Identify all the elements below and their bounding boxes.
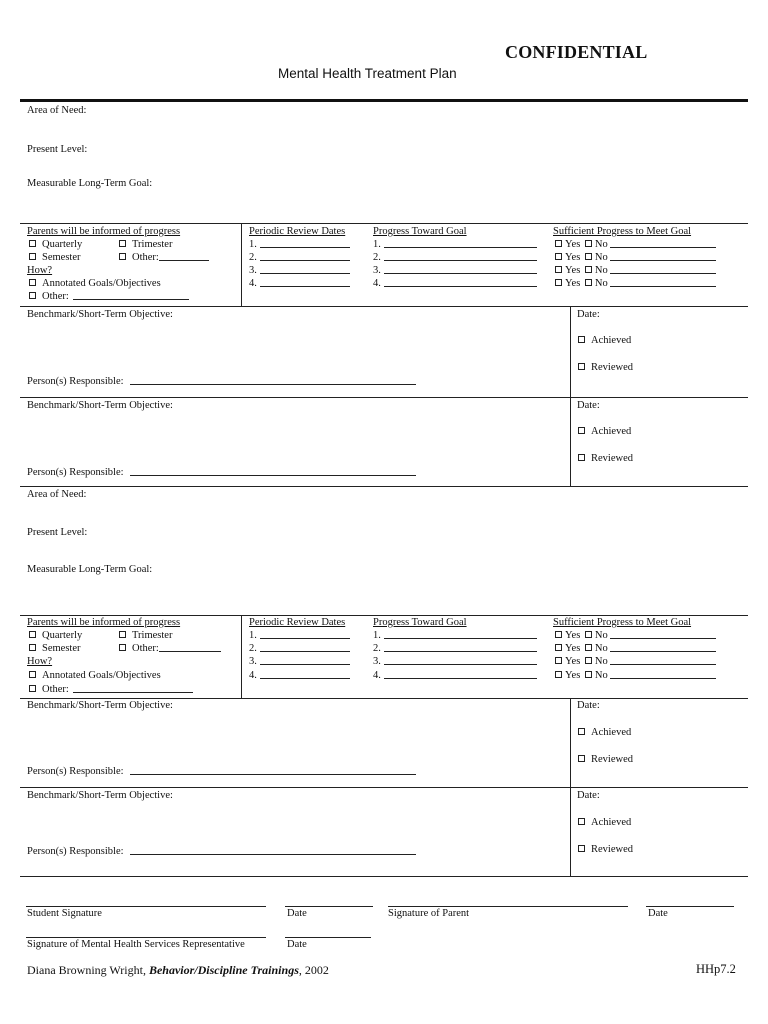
review-date-2[interactable]: [249, 252, 350, 263]
trimester-label: Trimester: [132, 239, 173, 250]
checkbox-icon: [578, 427, 585, 434]
progress-2[interactable]: [373, 643, 537, 654]
persons-field[interactable]: [130, 766, 416, 775]
semester-checkbox[interactable]: [29, 643, 81, 654]
checkbox-icon: [29, 671, 36, 678]
date-label: Date: [648, 908, 668, 919]
sufficient-row-2[interactable]: [555, 643, 716, 654]
quarterly-checkbox[interactable]: [29, 630, 82, 641]
yes-label: Yes: [565, 252, 581, 263]
date-label: Date:: [577, 400, 600, 411]
checkbox-icon[interactable]: [555, 671, 562, 678]
notes-field[interactable]: [610, 670, 716, 679]
header-rule: [20, 99, 748, 102]
number: 3.: [373, 265, 381, 276]
rep-signature-label: Signature of Mental Health Services Representative: [27, 939, 245, 950]
trimester-checkbox[interactable]: [119, 239, 172, 250]
how-label: How?: [27, 656, 53, 667]
present-level-label: Present Level:: [27, 527, 88, 538]
parents-informed-label: Parents will be informed of progress: [27, 226, 181, 237]
sufficient-row-2[interactable]: [555, 252, 716, 263]
checkbox-icon: [578, 845, 585, 852]
number: 1.: [249, 630, 257, 641]
divider: [20, 698, 748, 699]
number: 1.: [373, 239, 381, 250]
other-label: Other:: [42, 684, 69, 695]
divider: [241, 615, 242, 698]
divider: [20, 306, 748, 307]
notes-field[interactable]: [610, 630, 716, 639]
no-label: No: [594, 239, 608, 250]
progress-3[interactable]: [373, 265, 537, 276]
review-date-3[interactable]: [249, 265, 350, 276]
date-field[interactable]: [260, 630, 350, 639]
divider: [20, 787, 748, 788]
checkbox-icon: [29, 685, 36, 692]
footer-credit: [27, 963, 329, 978]
other-label: Other:: [132, 643, 159, 654]
checkbox-icon: [578, 755, 585, 762]
yes-label: Yes: [565, 278, 581, 289]
notes-field[interactable]: [610, 252, 716, 261]
checkbox-icon[interactable]: [585, 266, 592, 273]
page-title: Mental Health Treatment Plan: [278, 66, 457, 81]
sufficient-row-3[interactable]: [555, 265, 716, 276]
other-field[interactable]: [159, 252, 209, 261]
checkbox-icon[interactable]: [555, 279, 562, 286]
reviewed-checkbox[interactable]: [578, 754, 633, 765]
sufficient-row-1[interactable]: [555, 630, 716, 641]
number: 3.: [249, 265, 257, 276]
no-label: No: [594, 643, 608, 654]
other-checkbox[interactable]: [119, 252, 209, 263]
persons-field[interactable]: [130, 467, 416, 476]
yes-label: Yes: [565, 656, 581, 667]
progress-field[interactable]: [384, 239, 537, 248]
achieved-checkbox[interactable]: [578, 817, 631, 828]
confidential-label: CONFIDENTIAL: [505, 42, 648, 62]
long-term-goal-label: Measurable Long-Term Goal:: [27, 178, 153, 189]
date-field[interactable]: [260, 265, 350, 274]
other-field[interactable]: [159, 643, 221, 652]
how-other-checkbox[interactable]: [29, 684, 193, 695]
footer-code: HHp7.2: [696, 962, 736, 976]
progress-field[interactable]: [384, 265, 537, 274]
sufficient-row-3[interactable]: [555, 656, 716, 667]
other-checkbox[interactable]: [119, 643, 221, 654]
semester-checkbox[interactable]: [29, 252, 81, 263]
checkbox-icon[interactable]: [585, 253, 592, 260]
number: 1.: [249, 239, 257, 250]
review-date-4[interactable]: [249, 278, 350, 289]
sufficient-progress-label: Sufficient Progress to Meet Goal: [553, 226, 692, 237]
benchmark-label: Benchmark/Short-Term Objective:: [27, 309, 173, 320]
trimester-checkbox[interactable]: [119, 630, 172, 641]
semester-label: Semester: [42, 643, 81, 654]
date-field[interactable]: [260, 252, 350, 261]
progress-field[interactable]: [384, 252, 537, 261]
annotated-checkbox[interactable]: [29, 670, 161, 681]
divider: [20, 397, 748, 398]
benchmark-label: Benchmark/Short-Term Objective:: [27, 700, 173, 711]
sufficient-row-4[interactable]: [555, 278, 716, 289]
number: 2.: [249, 643, 257, 654]
sufficient-progress-label: Sufficient Progress to Meet Goal: [553, 617, 692, 628]
review-date-1[interactable]: [249, 239, 350, 250]
student-signature-line[interactable]: [26, 906, 266, 907]
progress-field[interactable]: [384, 630, 537, 639]
progress-1[interactable]: [373, 630, 537, 641]
date-label: Date:: [577, 309, 600, 320]
footer-author: Diana Browning Wright,: [27, 963, 149, 977]
number: 4.: [373, 670, 381, 681]
reviewed-label: Reviewed: [591, 362, 633, 373]
rep-signature-line[interactable]: [26, 937, 266, 938]
sufficient-row-1[interactable]: [555, 239, 716, 250]
checkbox-icon: [578, 454, 585, 461]
checkbox-icon: [578, 728, 585, 735]
student-signature-label: Student Signature: [27, 908, 102, 919]
parents-informed-label: Parents will be informed of progress: [27, 617, 181, 628]
number: 3.: [373, 656, 381, 667]
number: 4.: [249, 670, 257, 681]
date-line[interactable]: [285, 937, 371, 938]
number: 1.: [373, 630, 381, 641]
checkbox-icon[interactable]: [555, 644, 562, 651]
checkbox-icon[interactable]: [585, 240, 592, 247]
sufficient-row-4[interactable]: [555, 670, 716, 681]
date-field[interactable]: [260, 670, 350, 679]
semester-label: Semester: [42, 252, 81, 263]
persons-responsible-label: Person(s) Responsible:: [27, 467, 124, 478]
progress-4[interactable]: [373, 278, 537, 289]
checkbox-icon[interactable]: [555, 253, 562, 260]
other-label: Other:: [132, 252, 159, 263]
annotated-label: Annotated Goals/Objectives: [42, 278, 161, 289]
checkbox-icon[interactable]: [585, 644, 592, 651]
checkbox-icon[interactable]: [585, 657, 592, 664]
progress-field[interactable]: [384, 278, 537, 287]
review-date-3[interactable]: [249, 656, 350, 667]
progress-4[interactable]: [373, 670, 537, 681]
yes-label: Yes: [565, 630, 581, 641]
persons-field[interactable]: [130, 376, 416, 385]
persons-responsible-label: Person(s) Responsible:: [27, 766, 124, 777]
checkbox-icon: [29, 253, 36, 260]
notes-field[interactable]: [610, 265, 716, 274]
other-field[interactable]: [73, 684, 193, 693]
date-field[interactable]: [260, 643, 350, 652]
persons-field[interactable]: [130, 846, 416, 855]
footer-series: Behavior/Discipline Trainings: [148, 963, 299, 977]
progress-field[interactable]: [384, 643, 537, 652]
number: 4.: [373, 278, 381, 289]
reviewed-label: Reviewed: [591, 754, 633, 765]
present-level-label: Present Level:: [27, 144, 88, 155]
checkbox-icon: [29, 240, 36, 247]
notes-field[interactable]: [610, 278, 716, 287]
checkbox-icon: [29, 279, 36, 286]
divider: [20, 223, 748, 224]
checkbox-icon[interactable]: [555, 266, 562, 273]
checkbox-icon[interactable]: [585, 671, 592, 678]
annotated-checkbox[interactable]: [29, 278, 161, 289]
number: 2.: [249, 252, 257, 263]
annotated-label: Annotated Goals/Objectives: [42, 670, 161, 681]
notes-field[interactable]: [610, 643, 716, 652]
review-date-2[interactable]: [249, 643, 350, 654]
checkbox-icon[interactable]: [585, 279, 592, 286]
achieved-label: Achieved: [591, 335, 632, 346]
date-line[interactable]: [646, 906, 734, 907]
reviewed-label: Reviewed: [591, 453, 633, 464]
notes-field[interactable]: [610, 656, 716, 665]
yes-label: Yes: [565, 239, 581, 250]
notes-field[interactable]: [610, 239, 716, 248]
achieved-label: Achieved: [591, 426, 632, 437]
checkbox-icon: [119, 240, 126, 247]
footer-year: , 2002: [298, 963, 329, 977]
checkbox-icon: [29, 631, 36, 638]
date-label: Date: [287, 939, 307, 950]
divider: [20, 876, 748, 877]
no-label: No: [594, 265, 608, 276]
other-field[interactable]: [73, 291, 189, 300]
quarterly-label: Quarterly: [42, 630, 83, 641]
achieved-label: Achieved: [591, 817, 632, 828]
review-date-1[interactable]: [249, 630, 350, 641]
persons-responsible: [27, 376, 416, 387]
area-of-need-label: Area of Need:: [27, 489, 87, 500]
progress-1[interactable]: [373, 239, 537, 250]
yes-label: Yes: [565, 265, 581, 276]
achieved-label: Achieved: [591, 727, 632, 738]
other-label: Other:: [42, 291, 69, 302]
review-date-4[interactable]: [249, 670, 350, 681]
date-field[interactable]: [260, 278, 350, 287]
checkbox-icon: [119, 631, 126, 638]
progress-toward-label: Progress Toward Goal: [373, 617, 467, 628]
divider: [20, 486, 748, 487]
progress-toward-label: Progress Toward Goal: [373, 226, 467, 237]
long-term-goal-label: Measurable Long-Term Goal:: [27, 564, 153, 575]
number: 4.: [249, 278, 257, 289]
progress-field[interactable]: [384, 656, 537, 665]
date-field[interactable]: [260, 239, 350, 248]
no-label: No: [594, 656, 608, 667]
date-field[interactable]: [260, 656, 350, 665]
divider: [20, 615, 748, 616]
checkbox-icon: [578, 818, 585, 825]
reviewed-checkbox[interactable]: [578, 844, 633, 855]
persons-responsible-label: Person(s) Responsible:: [27, 376, 124, 387]
no-label: No: [594, 670, 608, 681]
date-label: Date:: [577, 790, 600, 801]
how-other-checkbox[interactable]: [29, 291, 189, 302]
checkbox-icon: [29, 292, 36, 299]
checkbox-icon[interactable]: [555, 240, 562, 247]
number: 2.: [373, 252, 381, 263]
quarterly-label: Quarterly: [42, 239, 83, 250]
benchmark-label: Benchmark/Short-Term Objective:: [27, 400, 173, 411]
date-line[interactable]: [285, 906, 373, 907]
checkbox-icon: [29, 644, 36, 651]
how-label: How?: [27, 265, 53, 276]
reviewed-label: Reviewed: [591, 844, 633, 855]
date-label: Date: [287, 908, 307, 919]
progress-3[interactable]: [373, 656, 537, 667]
checkbox-icon: [119, 253, 126, 260]
date-label: Date:: [577, 700, 600, 711]
checkbox-icon[interactable]: [585, 631, 592, 638]
periodic-review-label: Periodic Review Dates: [249, 617, 346, 628]
no-label: No: [594, 630, 608, 641]
yes-label: Yes: [565, 670, 581, 681]
benchmark-label: Benchmark/Short-Term Objective:: [27, 790, 173, 801]
checkbox-icon: [119, 644, 126, 651]
achieved-checkbox[interactable]: [578, 335, 631, 346]
progress-field[interactable]: [384, 670, 537, 679]
no-label: No: [594, 278, 608, 289]
persons-responsible: [27, 467, 416, 478]
periodic-review-label: Periodic Review Dates: [249, 226, 346, 237]
reviewed-checkbox[interactable]: [578, 453, 633, 464]
persons-responsible: [27, 846, 416, 857]
parent-signature-label: Signature of Parent: [388, 908, 470, 919]
quarterly-checkbox[interactable]: [29, 239, 82, 250]
progress-2[interactable]: [373, 252, 537, 263]
checkbox-icon[interactable]: [555, 631, 562, 638]
no-label: No: [594, 252, 608, 263]
checkbox-icon: [578, 336, 585, 343]
achieved-checkbox[interactable]: [578, 727, 631, 738]
persons-responsible: [27, 766, 416, 777]
persons-responsible-label: Person(s) Responsible:: [27, 846, 124, 857]
checkbox-icon[interactable]: [555, 657, 562, 664]
reviewed-checkbox[interactable]: [578, 362, 633, 373]
trimester-label: Trimester: [132, 630, 173, 641]
number: 2.: [373, 643, 381, 654]
checkbox-icon: [578, 363, 585, 370]
area-of-need-label: Area of Need:: [27, 105, 87, 116]
yes-label: Yes: [565, 643, 581, 654]
divider: [241, 223, 242, 306]
number: 3.: [249, 656, 257, 667]
achieved-checkbox[interactable]: [578, 426, 631, 437]
parent-signature-line[interactable]: [388, 906, 628, 907]
